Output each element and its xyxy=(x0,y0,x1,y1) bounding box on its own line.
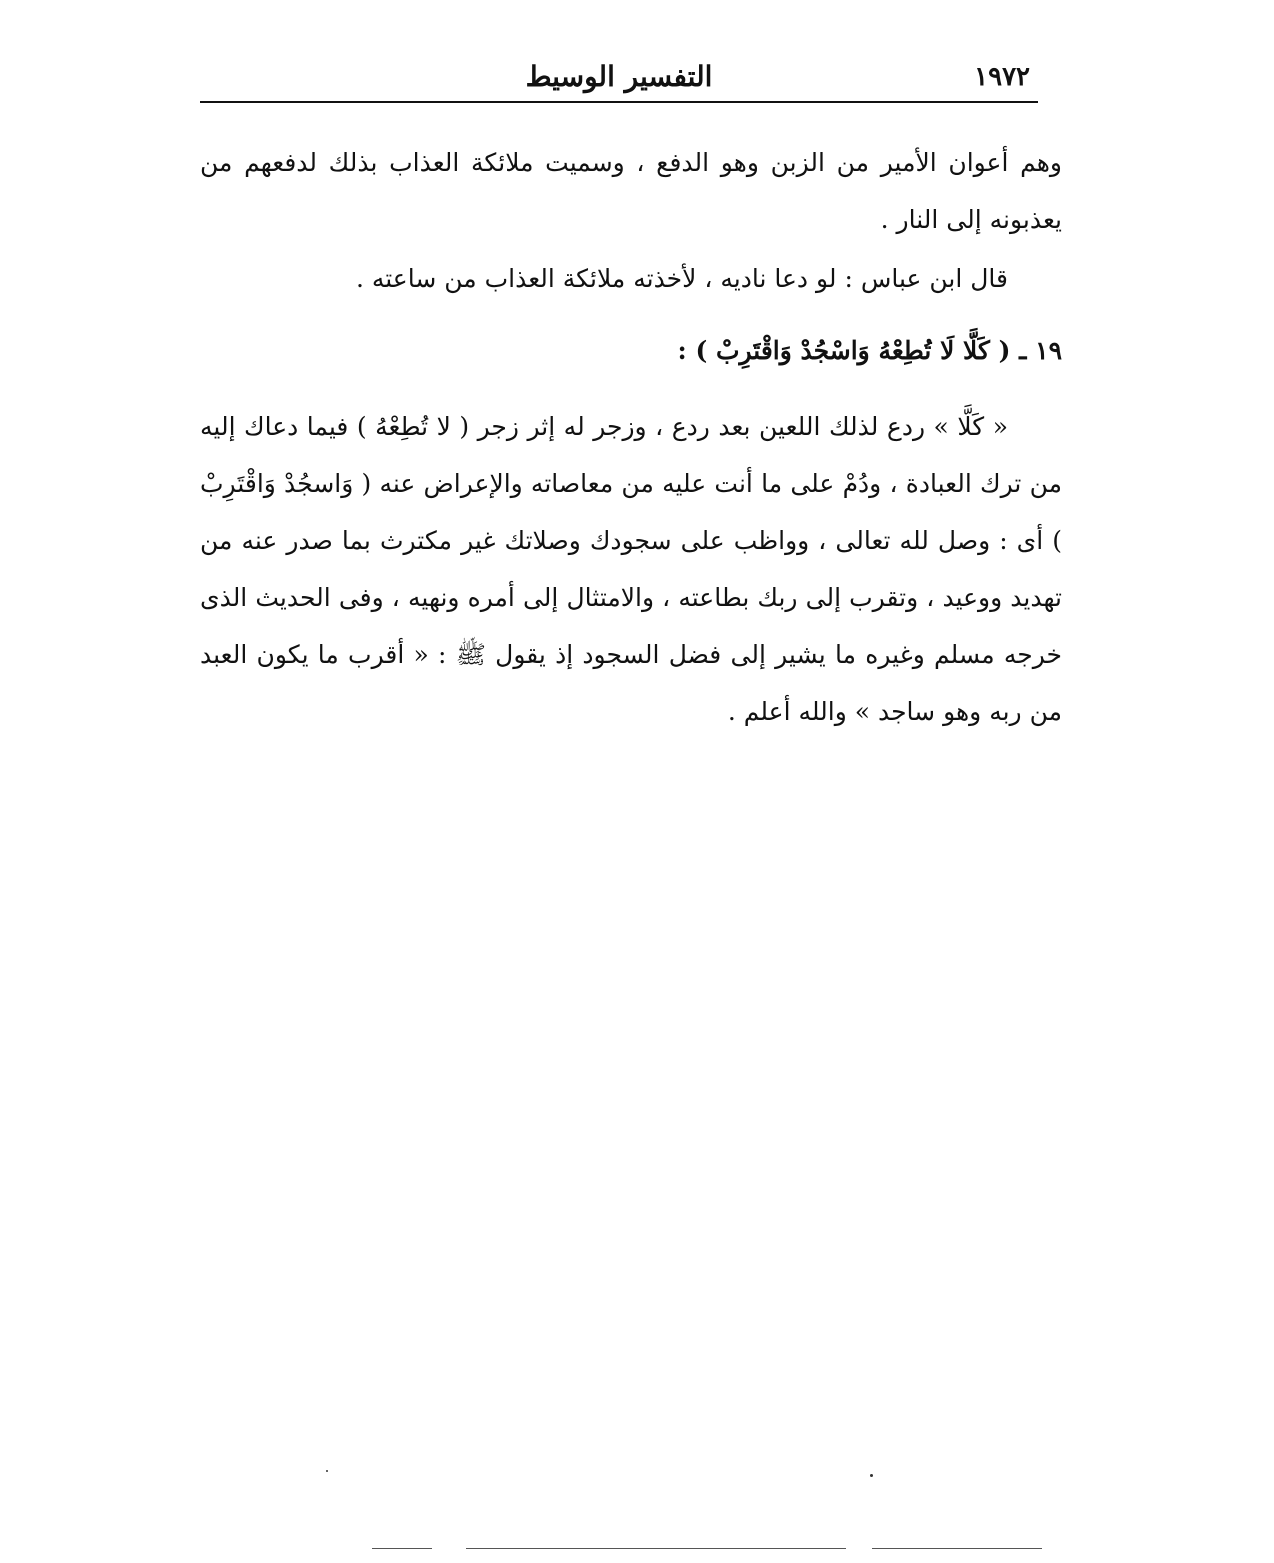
footer-rule xyxy=(872,1548,1042,1549)
footer-rule xyxy=(372,1548,432,1549)
verse-heading-19: ١٩ ـ ( كَلَّا لَا تُطِعْهُ وَاسْجُدْ وَاقْتَرِبْ ) : xyxy=(677,336,1062,365)
footer-rule xyxy=(466,1548,846,1549)
commentary-text: « كَلَّا » ردع لذلك اللعين بعد ردع ، وزجر له إثر زجر ( لا تُطِعْهُ ) فيما دعاك إليه من ترك العبادة ، ودُمْ على ما أنت عليه من معاصاته والإعراض عنه ( وَاسجُدْ وَاقْتَرِبْ ) أى : وصل لله تعالى ، وواظب على سجودك وصلاتك غير مكترث بما صدر عنه من تهديد ووعيد ، وتقرب إلى ربك بطاعته ، والامتثال إلى أمره ونهيه ، وفى الحديث الذى خرجه مسلم وغيره ما يشير إلى فضل السجود إذ يقول ﷺ : « أقرب ما يكون العبد من ربه وهو ساجد » والله أعلم . xyxy=(200,412,1062,726)
scan-speck xyxy=(870,1474,873,1477)
page-number: ١٩٧٢ xyxy=(974,62,1030,92)
page-header xyxy=(200,58,1038,98)
header-rule xyxy=(200,101,1038,103)
paragraph-zabaniya: وهم أعوان الأمير من الزبن وهو الدفع ، وسميت ملائكة العذاب بذلك لدفعهم من يعذبونه إلى النار . xyxy=(200,148,1062,234)
paragraph-verse-19-commentary xyxy=(200,398,1062,740)
scan-speck xyxy=(326,1470,328,1472)
paragraph-ibn-abbas: قال ابن عباس : لو دعا ناديه ، لأخذته ملائكة العذاب من ساعته . xyxy=(355,264,1008,293)
running-title: التفسير الوسيط xyxy=(525,60,713,93)
